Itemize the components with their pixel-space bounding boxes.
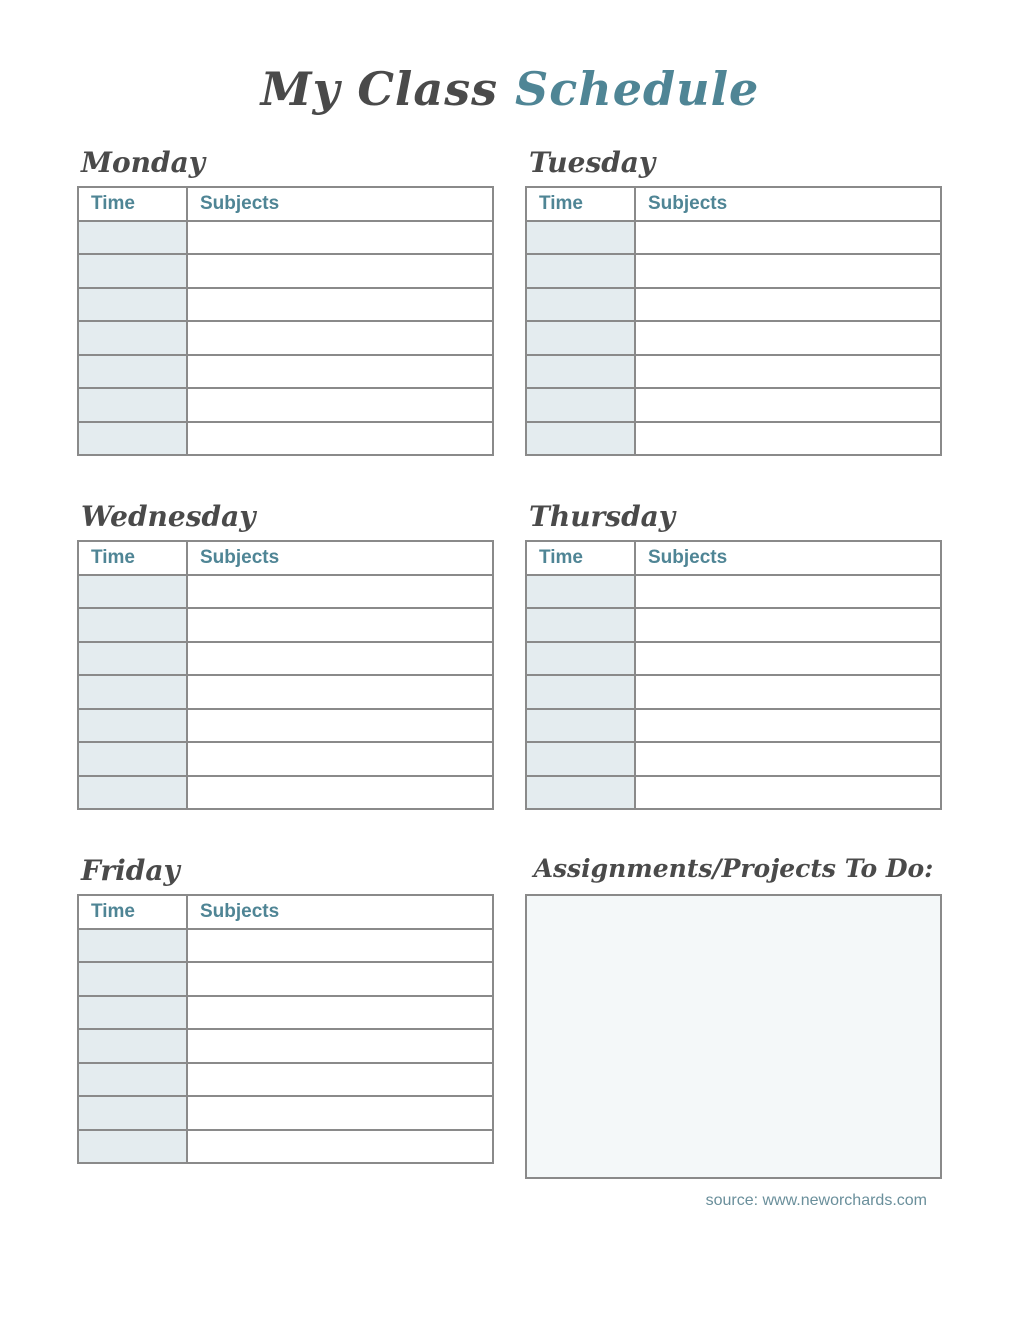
time-cell[interactable] — [78, 962, 187, 996]
subject-cell[interactable] — [635, 642, 941, 676]
subjects-header: Subjects — [187, 541, 493, 575]
table-row — [526, 422, 941, 456]
table-row — [78, 642, 493, 676]
table-row — [78, 776, 493, 810]
day-title: Tuesday — [529, 146, 656, 179]
time-cell[interactable] — [526, 388, 635, 422]
subject-cell[interactable] — [187, 929, 493, 963]
time-cell[interactable] — [78, 288, 187, 322]
subject-cell[interactable] — [635, 221, 941, 255]
time-cell[interactable] — [78, 642, 187, 676]
time-cell[interactable] — [526, 776, 635, 810]
page-title — [0, 62, 1020, 116]
subject-cell[interactable] — [187, 355, 493, 389]
table-row — [78, 709, 493, 743]
table-row — [526, 642, 941, 676]
subject-cell[interactable] — [187, 962, 493, 996]
subject-cell[interactable] — [635, 776, 941, 810]
table-row — [526, 355, 941, 389]
table-row — [78, 321, 493, 355]
table-row — [78, 962, 493, 996]
table-row — [526, 575, 941, 609]
table-row — [78, 388, 493, 422]
subject-cell[interactable] — [635, 422, 941, 456]
table-row — [78, 422, 493, 456]
time-cell[interactable] — [78, 675, 187, 709]
time-cell[interactable] — [526, 575, 635, 609]
source-credit: source: www.neworchards.com — [705, 1192, 927, 1209]
subject-cell[interactable] — [187, 776, 493, 810]
time-cell[interactable] — [526, 321, 635, 355]
time-cell[interactable] — [526, 422, 635, 456]
table-row — [78, 221, 493, 255]
subject-cell[interactable] — [187, 1029, 493, 1063]
table-row — [78, 1130, 493, 1164]
schedule-table — [77, 894, 494, 1164]
table-row — [526, 675, 941, 709]
time-cell[interactable] — [78, 575, 187, 609]
time-cell[interactable] — [78, 355, 187, 389]
table-row — [526, 776, 941, 810]
time-cell[interactable] — [526, 355, 635, 389]
schedule-table — [525, 540, 942, 810]
subject-cell[interactable] — [187, 642, 493, 676]
table-row — [526, 254, 941, 288]
subject-cell[interactable] — [187, 388, 493, 422]
time-cell[interactable] — [78, 1130, 187, 1164]
time-cell[interactable] — [526, 642, 635, 676]
schedule-table — [525, 186, 942, 456]
time-header: Time — [78, 895, 187, 929]
title-accent: Schedule — [515, 62, 760, 116]
time-header: Time — [78, 187, 187, 221]
table-row — [78, 675, 493, 709]
table-row — [78, 1096, 493, 1130]
day-block-monday — [77, 146, 494, 456]
time-header: Time — [78, 541, 187, 575]
time-cell[interactable] — [78, 1096, 187, 1130]
subject-cell[interactable] — [635, 254, 941, 288]
table-row — [78, 1029, 493, 1063]
schedule-table — [77, 186, 494, 456]
subject-cell[interactable] — [635, 742, 941, 776]
day-title: Wednesday — [81, 500, 256, 533]
time-cell[interactable] — [78, 388, 187, 422]
subject-cell[interactable] — [635, 575, 941, 609]
table-row — [526, 742, 941, 776]
time-cell[interactable] — [526, 288, 635, 322]
subject-cell[interactable] — [635, 388, 941, 422]
time-cell[interactable] — [526, 254, 635, 288]
subject-cell[interactable] — [187, 709, 493, 743]
time-cell[interactable] — [526, 742, 635, 776]
time-cell[interactable] — [526, 675, 635, 709]
time-header: Time — [526, 187, 635, 221]
subject-cell[interactable] — [187, 254, 493, 288]
time-cell[interactable] — [78, 996, 187, 1030]
time-cell[interactable] — [78, 254, 187, 288]
subject-cell[interactable] — [635, 321, 941, 355]
subject-cell[interactable] — [187, 1130, 493, 1164]
time-cell[interactable] — [78, 221, 187, 255]
subject-cell[interactable] — [187, 996, 493, 1030]
time-cell[interactable] — [526, 608, 635, 642]
table-row — [78, 254, 493, 288]
table-row — [78, 1063, 493, 1097]
subjects-header: Subjects — [635, 541, 941, 575]
time-cell[interactable] — [78, 1029, 187, 1063]
title-main: My Class — [260, 62, 516, 116]
day-block-thursday — [525, 500, 942, 810]
day-title: Thursday — [529, 500, 676, 533]
day-title: Monday — [81, 146, 206, 179]
table-row — [526, 221, 941, 255]
day-block-wednesday — [77, 500, 494, 810]
subject-cell[interactable] — [187, 288, 493, 322]
day-title: Friday — [81, 854, 180, 887]
subject-cell[interactable] — [635, 675, 941, 709]
assignments-block — [525, 854, 942, 1179]
table-row — [526, 608, 941, 642]
day-block-tuesday — [525, 146, 942, 456]
subjects-header: Subjects — [635, 187, 941, 221]
table-row — [78, 996, 493, 1030]
schedule-table — [77, 540, 494, 810]
time-cell[interactable] — [526, 221, 635, 255]
subject-cell[interactable] — [635, 709, 941, 743]
subject-cell[interactable] — [187, 1096, 493, 1130]
table-row — [78, 288, 493, 322]
assignments-title: Assignments/Projects To Do: — [533, 854, 934, 883]
time-cell[interactable] — [78, 1063, 187, 1097]
time-cell[interactable] — [78, 709, 187, 743]
time-cell[interactable] — [78, 321, 187, 355]
subject-cell[interactable] — [635, 355, 941, 389]
time-cell[interactable] — [78, 776, 187, 810]
table-row — [78, 575, 493, 609]
subject-cell[interactable] — [187, 675, 493, 709]
time-cell[interactable] — [78, 929, 187, 963]
subject-cell[interactable] — [187, 1063, 493, 1097]
assignments-box[interactable] — [525, 894, 942, 1179]
table-row — [526, 388, 941, 422]
subject-cell[interactable] — [187, 221, 493, 255]
time-header: Time — [526, 541, 635, 575]
table-row — [526, 321, 941, 355]
time-cell[interactable] — [78, 422, 187, 456]
subject-cell[interactable] — [187, 608, 493, 642]
day-block-friday — [77, 854, 494, 1164]
table-row — [78, 742, 493, 776]
subjects-header: Subjects — [187, 187, 493, 221]
table-row — [526, 288, 941, 322]
time-cell[interactable] — [526, 709, 635, 743]
subject-cell[interactable] — [635, 608, 941, 642]
subject-cell[interactable] — [635, 288, 941, 322]
subject-cell[interactable] — [187, 575, 493, 609]
table-row — [526, 709, 941, 743]
subject-cell[interactable] — [187, 321, 493, 355]
time-cell[interactable] — [78, 608, 187, 642]
subject-cell[interactable] — [187, 422, 493, 456]
table-row — [78, 929, 493, 963]
table-row — [78, 355, 493, 389]
table-row — [78, 608, 493, 642]
subjects-header: Subjects — [187, 895, 493, 929]
subject-cell[interactable] — [187, 742, 493, 776]
time-cell[interactable] — [78, 742, 187, 776]
